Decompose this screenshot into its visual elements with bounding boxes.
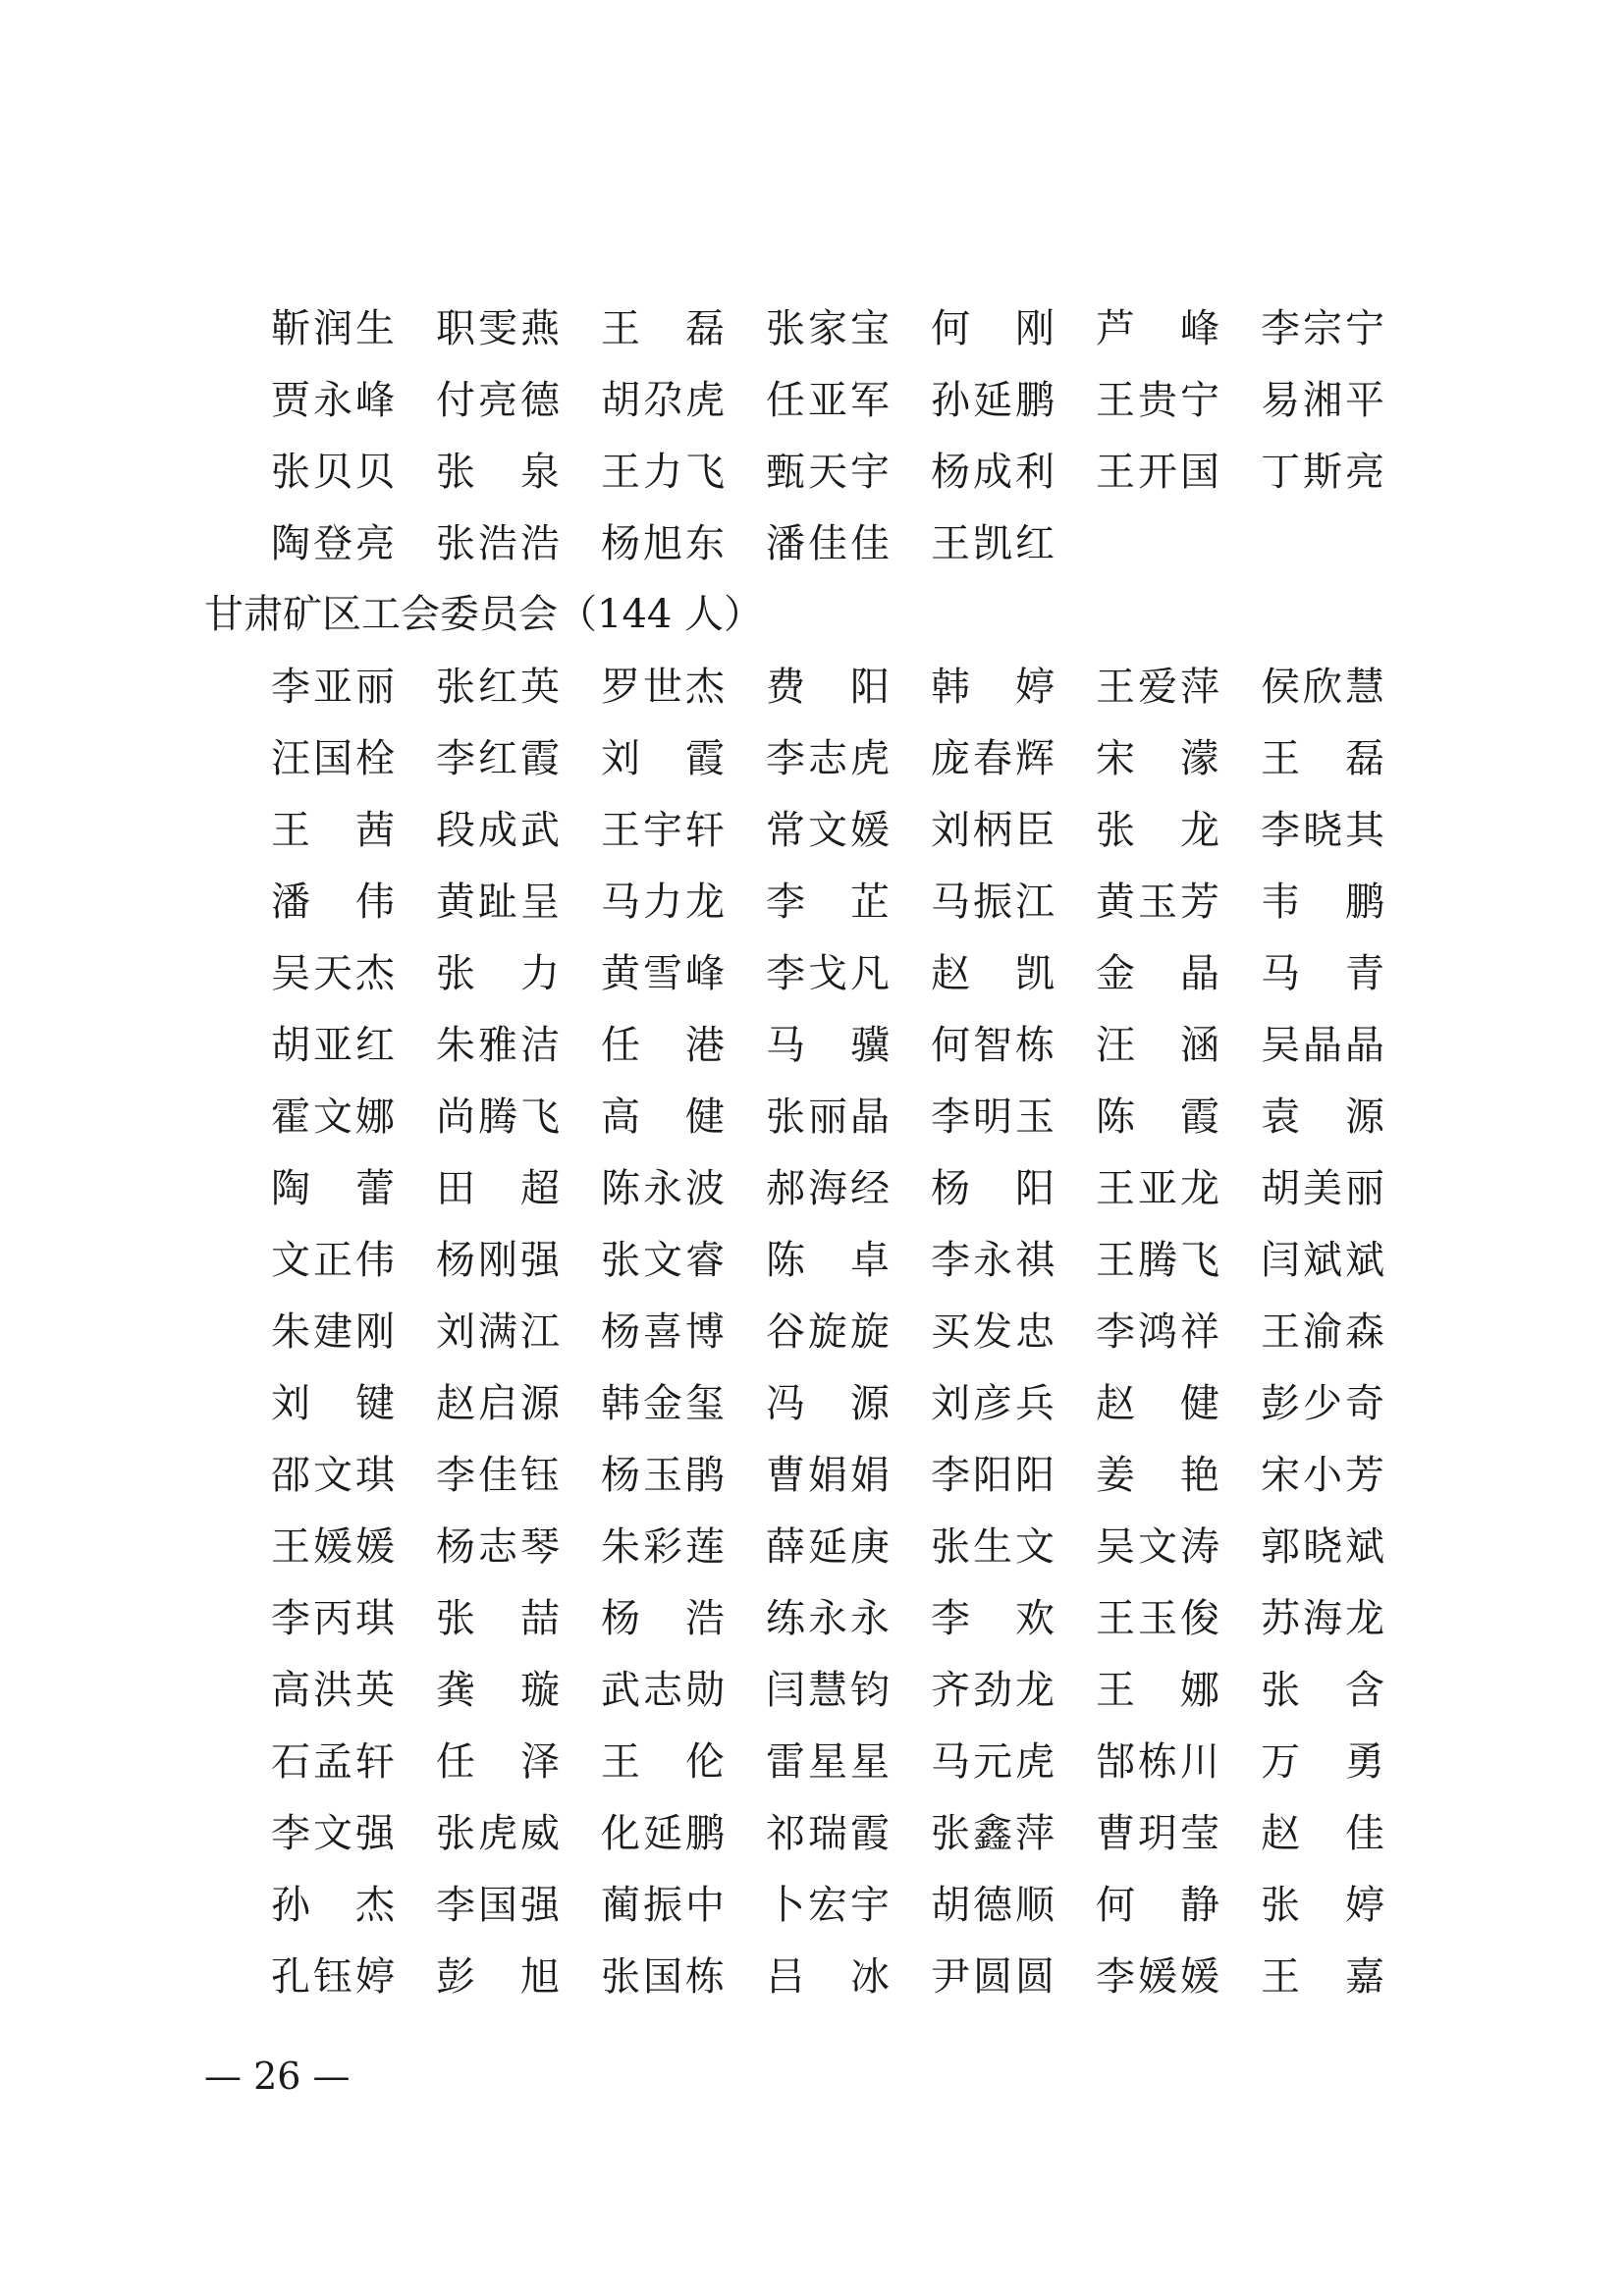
name-entry: 王 凯 红 <box>931 521 1055 566</box>
name-entry: 王 磊 <box>1261 736 1384 781</box>
name-entry: 职 雯 燕 <box>436 306 560 351</box>
name-row <box>0 299 1624 358</box>
name-entry: 杨 成 利 <box>931 450 1055 495</box>
name-entry: 王 贵 宁 <box>1096 378 1219 423</box>
name-row <box>0 1374 1624 1433</box>
name-row <box>0 1303 1624 1362</box>
name-row <box>0 944 1624 1003</box>
name-entry: 雷 星 星 <box>766 1739 890 1785</box>
name-entry: 刘 满 江 <box>436 1309 560 1355</box>
name-entry: 任 泽 <box>436 1739 560 1785</box>
name-entry: 买 发 忠 <box>931 1309 1055 1355</box>
name-entry: 蔺 振 中 <box>601 1883 725 1928</box>
name-entry: 姜 艳 <box>1096 1453 1219 1498</box>
name-entry: 张 鑫 萍 <box>931 1811 1055 1856</box>
name-entry: 陈 卓 <box>766 1238 890 1283</box>
name-entry: 冯 源 <box>766 1381 890 1426</box>
name-entry: 张 贝 贝 <box>271 450 395 495</box>
name-entry: 化 延 鹏 <box>601 1811 725 1856</box>
name-entry: 李 红 霞 <box>436 736 560 781</box>
name-row <box>0 371 1624 430</box>
name-entry: 李 国 强 <box>436 1883 560 1928</box>
name-entry: 贾 永 峰 <box>271 378 395 423</box>
name-row <box>0 443 1624 502</box>
name-entry: 任 港 <box>601 1023 725 1068</box>
name-entry: 吕 冰 <box>766 1954 890 2000</box>
name-entry: 汪 国 栓 <box>271 736 395 781</box>
name-entry: 龚 璇 <box>436 1668 560 1713</box>
name-entry: 王 开 国 <box>1096 450 1219 495</box>
name-entry: 罗 世 杰 <box>601 665 725 710</box>
name-entry: 孔 钰 婷 <box>271 1954 395 2000</box>
name-row <box>0 1948 1624 2006</box>
name-entry: 李 鸿 祥 <box>1096 1309 1219 1355</box>
name-entry: 彭 少 奇 <box>1261 1381 1384 1426</box>
name-row <box>0 1446 1624 1505</box>
name-entry: 王 宇 轩 <box>601 808 725 853</box>
name-entry: 付 亮 德 <box>436 378 560 423</box>
name-entry: 张 家 宝 <box>766 306 890 351</box>
name-entry: 张 浩 浩 <box>436 521 560 566</box>
name-entry: 闫 斌 斌 <box>1261 1238 1384 1283</box>
name-entry: 陈 霞 <box>1096 1095 1219 1140</box>
name-entry: 张 丽 晶 <box>766 1095 890 1140</box>
name-entry: 潘 伟 <box>271 880 395 925</box>
name-row <box>0 1661 1624 1720</box>
name-entry: 刘 键 <box>271 1381 395 1426</box>
name-entry: 张 生 文 <box>931 1524 1055 1570</box>
name-entry: 万 勇 <box>1261 1739 1384 1785</box>
name-entry: 杨 浩 <box>601 1596 725 1641</box>
name-row <box>0 1159 1624 1218</box>
name-entry: 胡 尕 虎 <box>601 378 725 423</box>
name-entry: 薛 延 庚 <box>766 1524 890 1570</box>
name-entry: 张 喆 <box>436 1596 560 1641</box>
name-entry: 李 丙 琪 <box>271 1596 395 1641</box>
name-entry: 何 智 栋 <box>931 1023 1055 1068</box>
name-entry: 赵 凯 <box>931 951 1055 996</box>
name-entry: 王 媛 媛 <box>271 1524 395 1570</box>
name-entry: 费 阳 <box>766 665 890 710</box>
name-entry: 陈 永 波 <box>601 1166 725 1211</box>
name-entry: 马 青 <box>1261 951 1384 996</box>
name-row <box>0 1518 1624 1576</box>
name-entry: 张 力 <box>436 951 560 996</box>
name-row <box>0 1876 1624 1935</box>
name-entry: 马 元 虎 <box>931 1739 1055 1785</box>
name-entry: 闫 慧 钧 <box>766 1668 890 1713</box>
name-entry: 张 含 <box>1261 1668 1384 1713</box>
name-entry: 王 娜 <box>1096 1668 1219 1713</box>
name-entry: 张 国 栋 <box>601 1954 725 2000</box>
name-entry: 易 湘 平 <box>1261 378 1384 423</box>
name-row <box>0 729 1624 788</box>
name-entry: 朱 建 刚 <box>271 1309 395 1355</box>
name-entry: 王 亚 龙 <box>1096 1166 1219 1211</box>
name-entry: 练 永 永 <box>766 1596 890 1641</box>
name-entry: 何 刚 <box>931 306 1055 351</box>
name-entry: 丁 斯 亮 <box>1261 450 1384 495</box>
name-entry: 李 媛 媛 <box>1096 1954 1219 2000</box>
name-entry: 祁 瑞 霞 <box>766 1811 890 1856</box>
name-entry: 胡 美 丽 <box>1261 1166 1384 1211</box>
name-entry: 孙 杰 <box>271 1883 395 1928</box>
name-entry: 李 明 玉 <box>931 1095 1055 1140</box>
name-entry: 任 亚 军 <box>766 378 890 423</box>
name-entry: 李 文 强 <box>271 1811 395 1856</box>
name-entry: 李 佳 钰 <box>436 1453 560 1498</box>
name-entry: 高 健 <box>601 1095 725 1140</box>
name-entry: 卜 宏 宇 <box>766 1883 890 1928</box>
name-entry: 张 文 睿 <box>601 1238 725 1283</box>
name-entry: 杨 玉 鹃 <box>601 1453 725 1498</box>
name-row <box>0 801 1624 860</box>
name-entry: 朱 雅 洁 <box>436 1023 560 1068</box>
name-entry: 张 虎 威 <box>436 1811 560 1856</box>
name-entry: 杨 刚 强 <box>436 1238 560 1283</box>
name-entry: 黄 雪 峰 <box>601 951 725 996</box>
name-entry: 甄 天 宇 <box>766 450 890 495</box>
name-entry: 张 红 英 <box>436 665 560 710</box>
name-entry: 庞 春 辉 <box>931 736 1055 781</box>
name-entry: 宋 小 芳 <box>1261 1453 1384 1498</box>
name-entry: 段 成 武 <box>436 808 560 853</box>
name-entry: 谷 旋 旋 <box>766 1309 890 1355</box>
name-entry: 陶 登 亮 <box>271 521 395 566</box>
name-entry: 杨 旭 东 <box>601 521 725 566</box>
section-heading: 甘肃矿区工会委员会（144 人） <box>204 592 764 637</box>
name-entry: 尹 圆 圆 <box>931 1954 1055 2000</box>
name-entry: 石 孟 轩 <box>271 1739 395 1785</box>
name-entry: 马 振 江 <box>931 880 1055 925</box>
name-entry: 李 戈 凡 <box>766 951 890 996</box>
name-entry: 刘 霞 <box>601 736 725 781</box>
name-entry: 韩 婷 <box>931 665 1055 710</box>
name-entry: 汪 涵 <box>1096 1023 1219 1068</box>
name-entry: 马 力 龙 <box>601 880 725 925</box>
name-entry: 杨 阳 <box>931 1166 1055 1211</box>
name-entry: 袁 源 <box>1261 1095 1384 1140</box>
name-entry: 胡 亚 红 <box>271 1023 395 1068</box>
name-entry: 黄 玉 芳 <box>1096 880 1219 925</box>
name-entry: 李 晓 其 <box>1261 808 1384 853</box>
name-entry: 王 玉 俊 <box>1096 1596 1219 1641</box>
name-entry: 孙 延 鹏 <box>931 378 1055 423</box>
name-entry: 郜 栋 川 <box>1096 1739 1219 1785</box>
page-number: — 26 — <box>204 2055 351 2098</box>
name-row <box>0 1231 1624 1290</box>
name-entry: 李 欢 <box>931 1596 1055 1641</box>
name-entry: 田 超 <box>436 1166 560 1211</box>
name-row <box>0 873 1624 932</box>
name-entry: 尚 腾 飞 <box>436 1095 560 1140</box>
name-row <box>0 1804 1624 1863</box>
name-entry: 韩 金 玺 <box>601 1381 725 1426</box>
name-entry: 靳 润 生 <box>271 306 395 351</box>
name-entry: 李 宗 宁 <box>1261 306 1384 351</box>
name-entry: 曹 玥 莹 <box>1096 1811 1219 1856</box>
name-entry: 陶 蕾 <box>271 1166 395 1211</box>
name-entry: 李 阳 阳 <box>931 1453 1055 1498</box>
name-entry: 王 力 飞 <box>601 450 725 495</box>
name-entry: 宋 濛 <box>1096 736 1219 781</box>
name-entry: 李 亚 丽 <box>271 665 395 710</box>
name-entry: 杨 喜 博 <box>601 1309 725 1355</box>
name-entry: 郭 晓 斌 <box>1261 1524 1384 1570</box>
name-entry: 霍 文 娜 <box>271 1095 395 1140</box>
name-entry: 黄 趾 呈 <box>436 880 560 925</box>
name-entry: 何 静 <box>1096 1883 1219 1928</box>
name-entry: 王 渝 森 <box>1261 1309 1384 1355</box>
name-entry: 张 婷 <box>1261 1883 1384 1928</box>
name-entry: 刘 柄 臣 <box>931 808 1055 853</box>
name-entry: 赵 启 源 <box>436 1381 560 1426</box>
name-entry: 赵 佳 <box>1261 1811 1384 1856</box>
name-entry: 武 志 勋 <box>601 1668 725 1713</box>
name-entry: 邵 文 琪 <box>271 1453 395 1498</box>
name-entry: 潘 佳 佳 <box>766 521 890 566</box>
name-entry: 王 腾 飞 <box>1096 1238 1219 1283</box>
name-entry: 张 泉 <box>436 450 560 495</box>
name-entry: 曹 娟 娟 <box>766 1453 890 1498</box>
name-entry: 王 磊 <box>601 306 725 351</box>
name-entry: 刘 彦 兵 <box>931 1381 1055 1426</box>
name-entry: 杨 志 琴 <box>436 1524 560 1570</box>
name-entry: 侯 欣 慧 <box>1261 665 1384 710</box>
name-row <box>0 658 1624 717</box>
name-row <box>0 514 1624 573</box>
name-entry: 朱 彩 莲 <box>601 1524 725 1570</box>
name-entry: 赵 健 <box>1096 1381 1219 1426</box>
name-entry: 彭 旭 <box>436 1954 560 2000</box>
name-entry: 齐 劲 龙 <box>931 1668 1055 1713</box>
name-entry: 文 正 伟 <box>271 1238 395 1283</box>
name-entry: 王 嘉 <box>1261 1954 1384 2000</box>
name-entry: 吴 晶 晶 <box>1261 1023 1384 1068</box>
name-row <box>0 1589 1624 1648</box>
name-entry: 吴 文 涛 <box>1096 1524 1219 1570</box>
name-entry: 胡 德 顺 <box>931 1883 1055 1928</box>
name-row <box>0 1733 1624 1791</box>
name-entry: 常 文 媛 <box>766 808 890 853</box>
name-entry: 王 爱 萍 <box>1096 665 1219 710</box>
name-entry: 韦 鹏 <box>1261 880 1384 925</box>
name-entry: 吴 天 杰 <box>271 951 395 996</box>
name-row <box>0 1016 1624 1075</box>
name-entry: 李 志 虎 <box>766 736 890 781</box>
name-entry: 李 芷 <box>766 880 890 925</box>
name-entry: 苏 海 龙 <box>1261 1596 1384 1641</box>
name-row <box>0 1088 1624 1147</box>
name-entry: 高 洪 英 <box>271 1668 395 1713</box>
name-entry: 芦 峰 <box>1096 306 1219 351</box>
name-entry: 张 龙 <box>1096 808 1219 853</box>
name-entry: 李 永 祺 <box>931 1238 1055 1283</box>
name-entry: 王 伦 <box>601 1739 725 1785</box>
name-entry: 王 茜 <box>271 808 395 853</box>
name-entry: 金 晶 <box>1096 951 1219 996</box>
name-entry: 郝 海 经 <box>766 1166 890 1211</box>
name-entry: 马 骥 <box>766 1023 890 1068</box>
